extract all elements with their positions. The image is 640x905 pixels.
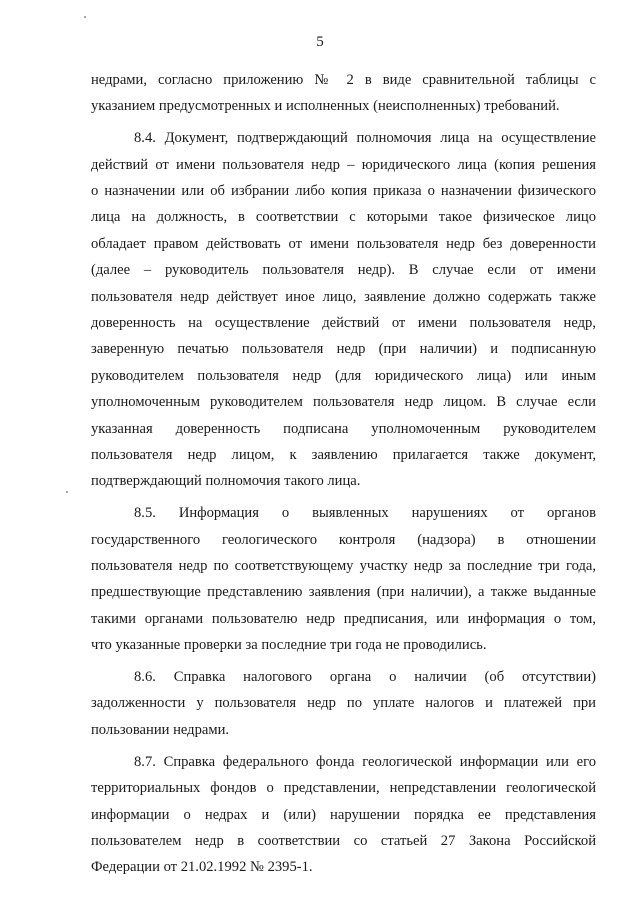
text-line: (далее – руководитель пользователя недр). В случае если от имени xyxy=(91,262,596,279)
text-line: пользовании недрами. xyxy=(91,721,230,738)
text-line: действий от имени пользователя недр – юридического лица (копия решения xyxy=(91,156,596,173)
text-line: лица на должность, в соответствии с которыми такое физическое лицо xyxy=(91,209,596,226)
text-line: руководителем пользователя недр (для юридического лица) или иным xyxy=(91,367,596,384)
scan-speck xyxy=(84,16,86,18)
paragraph-8-6 xyxy=(91,664,596,743)
scan-speck xyxy=(66,491,68,493)
text-line: территориальных фондов о представлении, непредставлении геологической xyxy=(91,780,596,797)
text-line: пользователя недр по соответствующему участку недр за последние три года, xyxy=(91,558,596,575)
page-number: 5 xyxy=(316,34,324,50)
text-line: пользователя недр лицом, к заявлению прилагается также документ, xyxy=(91,446,596,463)
text-line: такими органами пользователю недр предписания, или информация о том, xyxy=(91,610,596,627)
text-line: государственного геологического контроля (надзора) в отношении xyxy=(91,531,596,548)
text-line: указанная доверенность подписана уполномоченным руководителем xyxy=(91,420,596,437)
text-line: указанием предусмотренных и исполненных (неисполненных) требований. xyxy=(91,98,560,115)
text-line: подтверждающий полномочия такого лица. xyxy=(91,473,361,490)
paragraph-8-5 xyxy=(91,500,596,658)
document-body xyxy=(91,67,596,881)
paragraph-continuation xyxy=(91,67,596,120)
text-line: задолженности у пользователя недр по уплате налогов и платежей при xyxy=(91,695,596,712)
text-line: 8.5. Информация о выявленных нарушениях от органов xyxy=(134,505,596,522)
text-line: о назначении или об избрании либо копия приказа о назначении физического xyxy=(91,183,596,200)
text-line: что указанные проверки за последние три года не проводились. xyxy=(91,637,487,654)
text-line: Федерации от 21.02.1992 № 2395-1. xyxy=(91,859,313,876)
text-line: информации о недрах и (или) нарушении порядка ее представления xyxy=(91,806,596,823)
text-line: заверенную печатью пользователя недр (при наличии) и подписанную xyxy=(91,341,596,358)
text-line: уполномоченным руководителем пользователя недр лицом. В случае если xyxy=(91,394,596,411)
text-line: доверенность на осуществление действий от имени пользователя недр, xyxy=(91,315,596,332)
text-line: предшествующие представлению заявления (при наличии), а также выданные xyxy=(91,584,596,601)
text-line: обладает правом действовать от имени пользователя недр без доверенности xyxy=(91,235,596,252)
paragraph-8-7 xyxy=(91,749,596,881)
text-line: 8.7. Справка федерального фонда геологической информации или его xyxy=(134,753,596,770)
text-line: пользователем недр в соответствии со статьей 27 Закона Российской xyxy=(91,832,596,849)
text-line: недрами, согласно приложению № 2 в виде сравнительной таблицы с xyxy=(91,72,596,88)
text-line: 8.6. Справка налогового органа о наличии (об отсутствии) xyxy=(134,669,596,686)
paragraph-8-4 xyxy=(91,125,596,494)
text-line: 8.4. Документ, подтверждающий полномочия лица на осуществление xyxy=(134,130,596,147)
text-line: пользователя недр действует иное лицо, заявление должно содержать также xyxy=(91,288,596,305)
